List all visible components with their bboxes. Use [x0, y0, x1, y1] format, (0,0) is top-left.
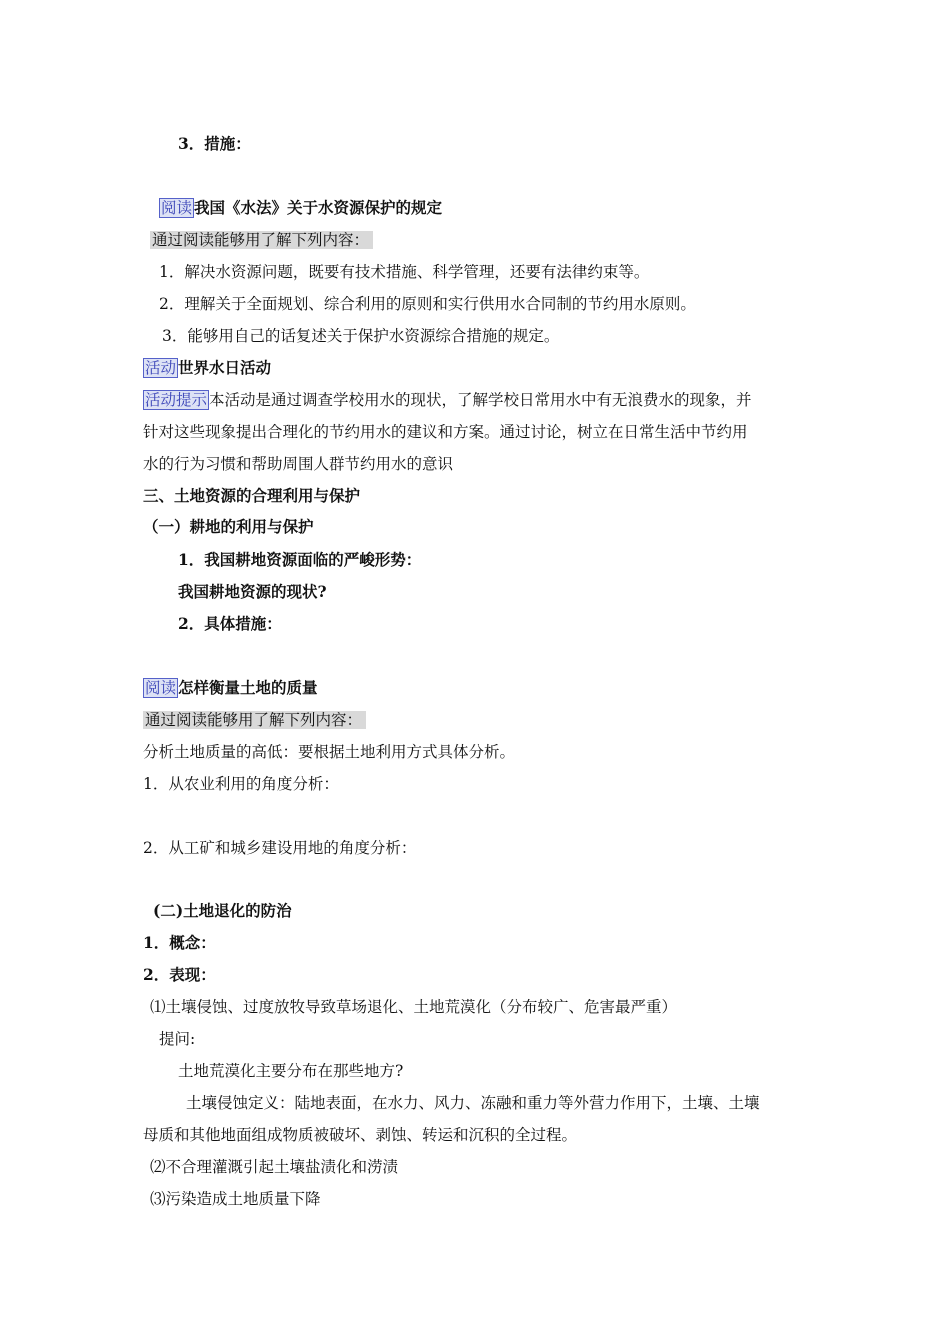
subsection-degradation-heading: (二)土地退化的防治 [153, 901, 292, 920]
land-point-1: 1．从农业利用的角度分析： [143, 775, 339, 793]
manifestation-3: ⑶污染造成土地质量下降 [150, 1190, 321, 1208]
section-3-heading: 三、土地资源的合理利用与保护 [143, 486, 361, 505]
reading-tag-2: 阅读 [145, 679, 177, 697]
reading-intro-highlight-2: 通过阅读能够用了解下列内容： [143, 711, 366, 729]
measures-heading: 3．措施： [178, 134, 251, 153]
degradation-concept: 1．概念： [143, 933, 216, 952]
activity-tag: 活动 [145, 359, 177, 377]
activity-hint-line-1 [143, 390, 752, 410]
activity-heading [143, 358, 271, 378]
activity-title: 世界水日活动 [178, 358, 272, 377]
manifestation-1: ⑴土壤侵蚀、过度放牧导致草场退化、土地荒漠化（分布较广、危害最严重） [150, 998, 678, 1016]
water-point-2: 2．理解关于全面规划、综合利用的原则和实行供用水合同制的节约用水原则。 [159, 295, 696, 313]
activity-hint-line-2: 针对这些现象提出合理化的节约用水的建议和方案。通过讨论，树立在日常生活中节约用 [143, 423, 748, 441]
erosion-definition-line-2: 母质和其他地面组成物质被破坏、剥蚀、转运和沉积的全过程。 [143, 1126, 578, 1144]
desertification-question: 土地荒漠化主要分布在那些地方? [178, 1062, 404, 1080]
manifestation-2: ⑵不合理灌溉引起土壤盐渍化和涝渍 [150, 1158, 399, 1176]
activity-hint-text: 本活动是通过调查学校用水的现状，了解学校日常用水中有无浪费水的现象，并 [209, 391, 752, 409]
reading-intro [150, 230, 373, 250]
farmland-question: 我国耕地资源的现状? [178, 582, 327, 601]
reading-water-law-heading [159, 198, 442, 218]
reading-land-quality-heading [143, 678, 318, 698]
land-quality-analysis: 分析土地质量的高低：要根据土地利用方式具体分析。 [143, 743, 516, 761]
farmland-point-2: 2．具体措施： [178, 614, 282, 633]
activity-hint-line-3: 水的行为习惯和帮助周围人群节约用水的意识 [143, 455, 454, 473]
land-point-2: 2．从工矿和城乡建设用地的角度分析： [143, 839, 417, 857]
reading-title: 我国《水法》关于水资源保护的规定 [194, 198, 443, 217]
farmland-point-1: 1．我国耕地资源面临的严峻形势： [178, 550, 422, 569]
reading-tag: 阅读 [161, 199, 193, 217]
water-point-3: 3．能够用自己的话复述关于保护水资源综合措施的规定。 [162, 327, 560, 345]
reading-title-2: 怎样衡量土地的质量 [178, 678, 318, 697]
question-label: 提问: [159, 1030, 196, 1048]
water-point-1: 1．解决水资源问题，既要有技术措施、科学管理，还要有法律约束等。 [159, 263, 650, 281]
reading-intro-2 [143, 710, 366, 730]
activity-hint-tag: 活动提示 [145, 391, 208, 409]
erosion-definition-line-1: 土壤侵蚀定义：陆地表面，在水力、风力、冻融和重力等外营力作用下，土壤、土壤 [186, 1094, 760, 1112]
subsection-farmland-heading: （一）耕地的利用与保护 [143, 517, 314, 536]
degradation-manifestations: 2．表现： [143, 965, 216, 984]
reading-intro-highlight: 通过阅读能够用了解下列内容： [150, 231, 373, 249]
